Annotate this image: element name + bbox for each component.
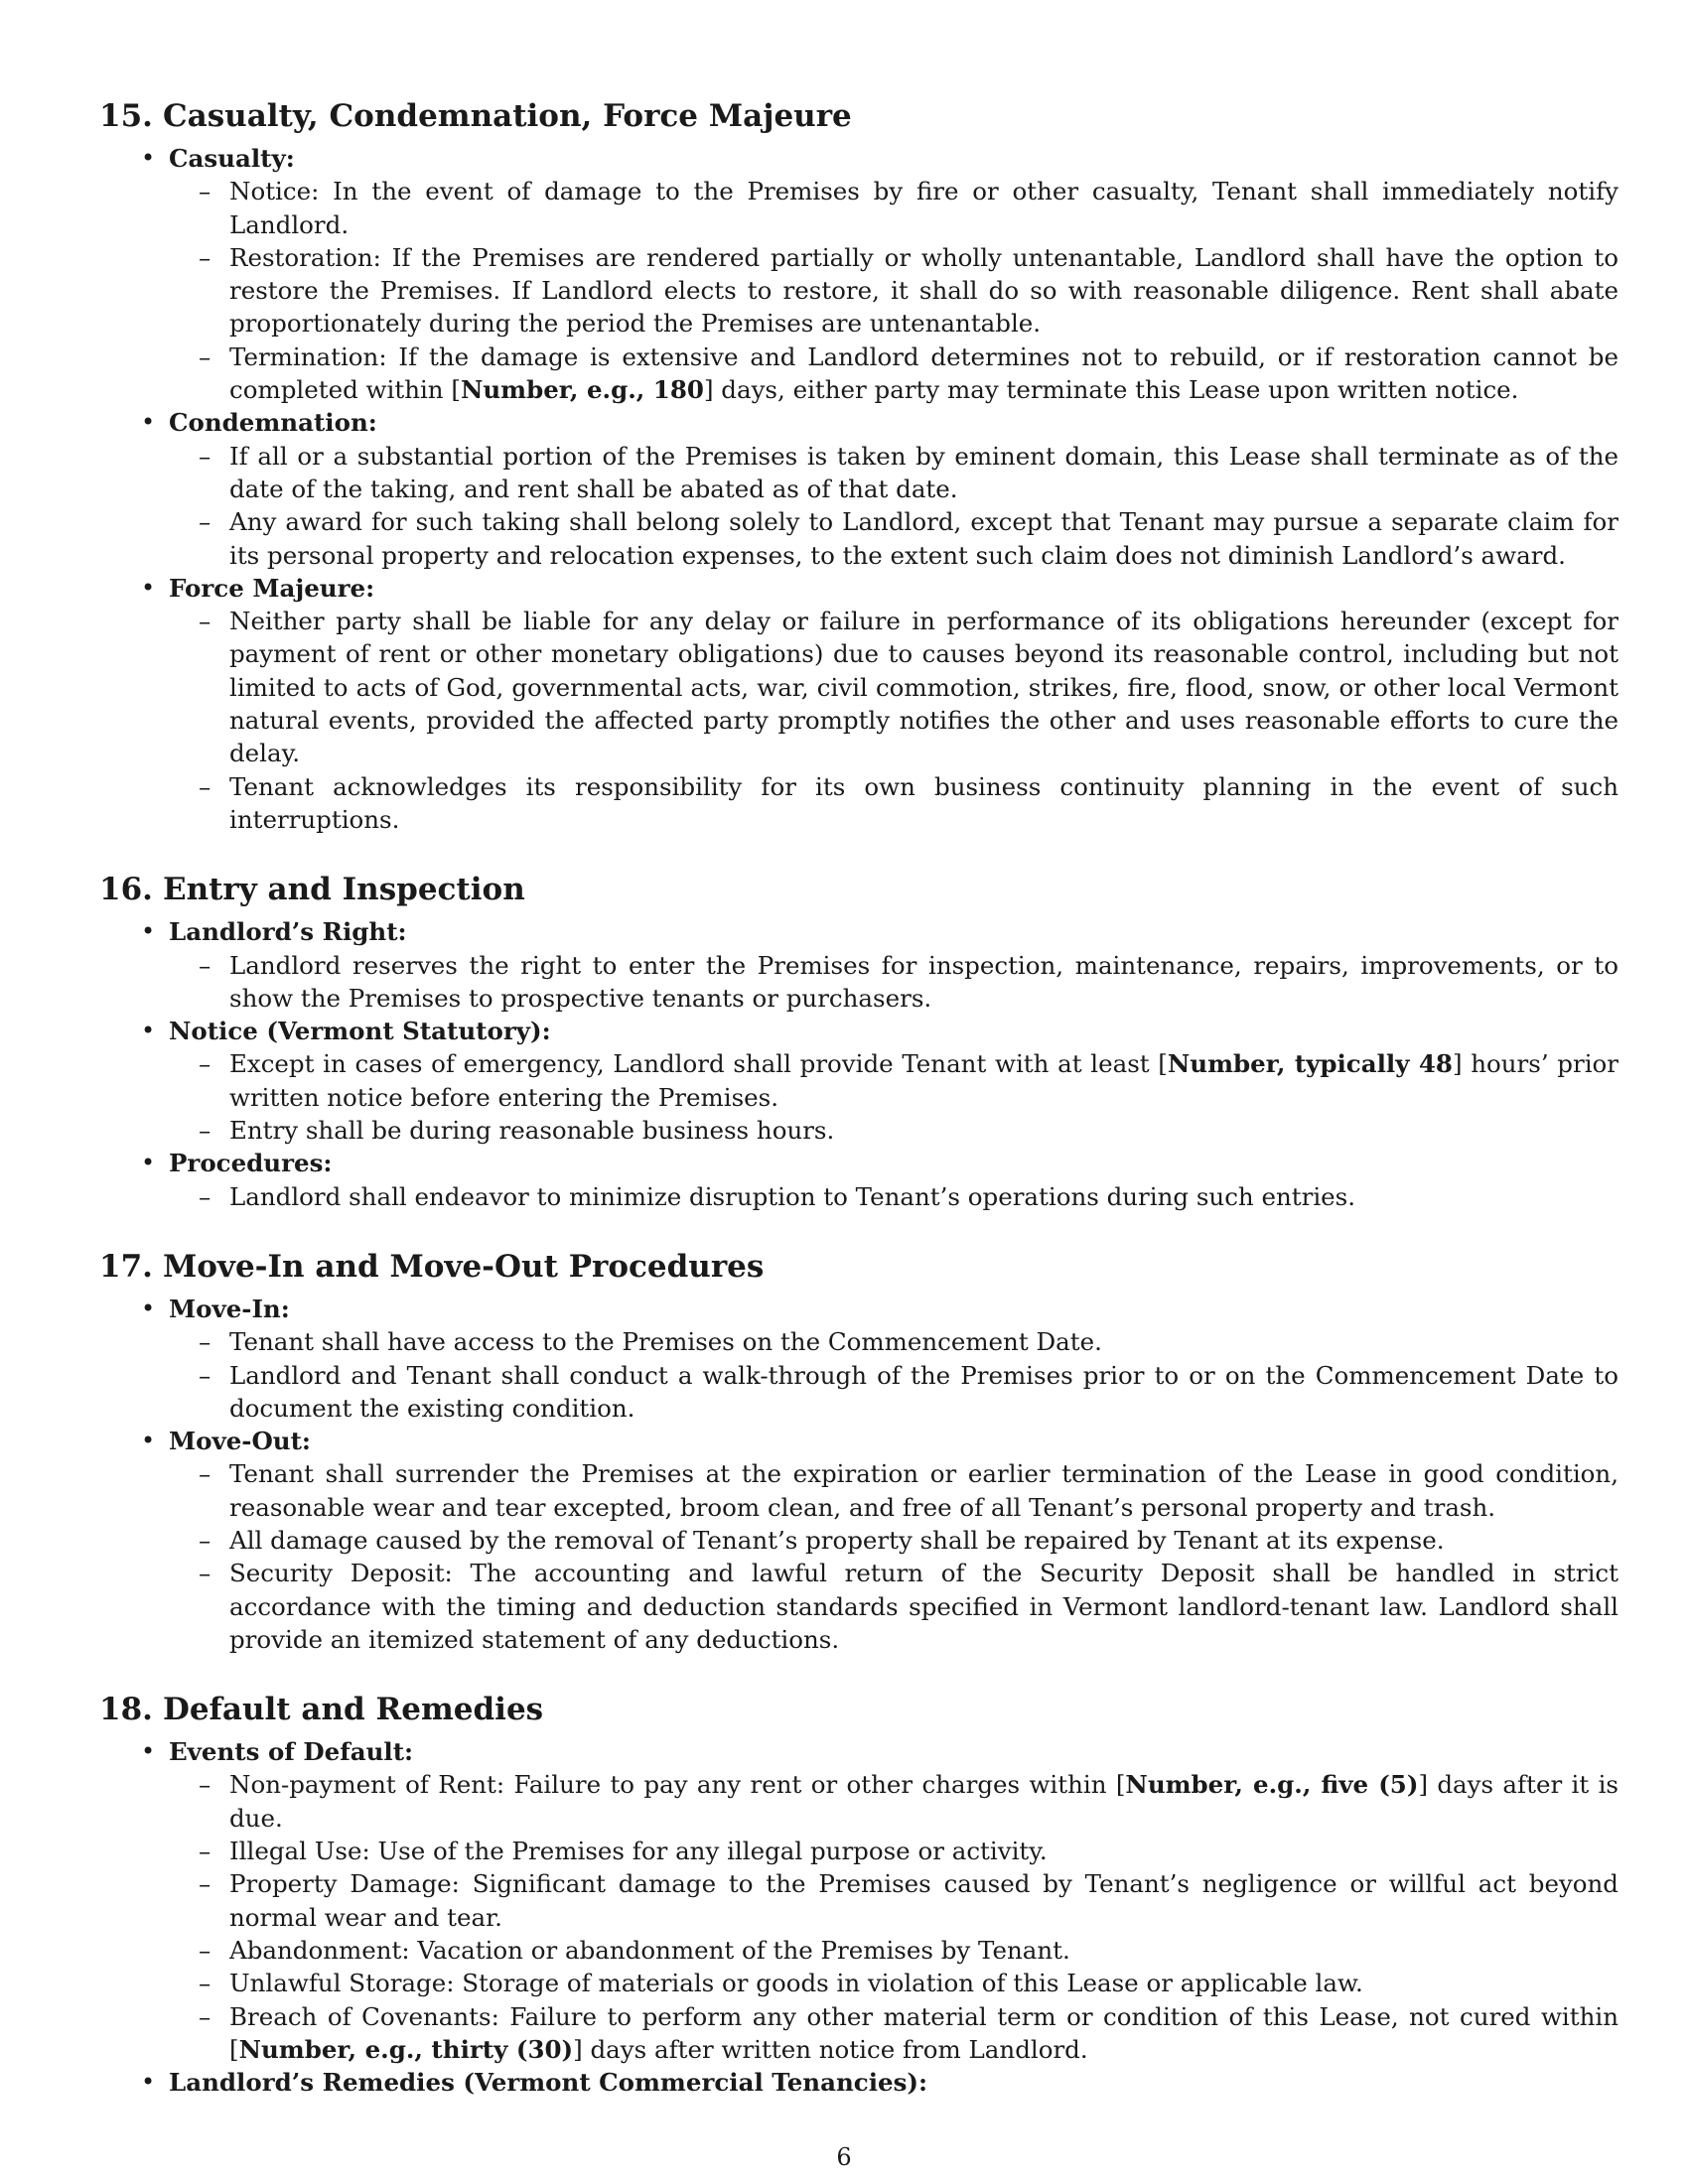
sub-item [99,1934,1618,1967]
section-heading [99,1690,1589,1729]
bullet-item [99,1425,1618,1656]
item-text: Tenant acknowledges its responsibility for its own business continuity planning in the event of such interruptions. [229,771,1618,834]
sub-item [99,770,1618,837]
bullet-marker: • [141,408,156,437]
item-text: Non-payment of Rent: Failure to pay any rent or other charges within [ [229,1770,1126,1800]
sub-item [99,440,1618,506]
item-text: Property Damage: Significant damage to the Premises caused by Tenant’s negligence or willful act beyond normal wear and tear. [229,1869,1618,1932]
bullet-title: Landlord’s Right: [169,917,407,947]
item-text: All damage caused by the removal of Tenant’s property shall be repaired by Tenant at its expense. [229,1525,1445,1555]
item-text: ] days, either party may terminate this Lease upon written notice. [703,375,1519,405]
dash-marker: – [199,1837,211,1866]
item-text: Except in cases of emergency, Landlord shall provide Tenant with at least [ [229,1049,1168,1079]
sub-item [99,1768,1618,1835]
section-title: Casualty, Condemnation, Force Majeure [162,98,852,134]
section-number: 18. [99,1692,153,1728]
dash-marker: – [199,1459,211,1489]
sub-item [99,1114,1618,1147]
sub-item [99,341,1618,407]
sub-item [99,1457,1618,1524]
sub-item [99,1967,1618,1999]
item-text: Breach of Covenants: Failure to perform any other material term or condition of this Lease, not cured within [ [229,2001,1618,2064]
item-text: Tenant shall surrender the Premises at the expiration or earlier termination of the Lease in good condition, reasonable wear and tear excepted, broom clean, and free of all Tenant’s personal property and trash. [229,1459,1618,1522]
sub-item [99,1835,1618,1867]
bullet-item [99,1015,1619,1147]
bullet-item [99,572,1618,836]
placeholder-text: Number, typically 48 [1167,1049,1453,1079]
sub-item [99,2000,1618,2067]
item-text: Any award for such taking shall belong solely to Landlord, except that Tenant may pursue a separate claim for its personal property and relocation expenses, to the extent such claim does not diminish Landlord’s award. [229,507,1618,570]
bullet-item [99,406,1618,571]
item-text: Illegal Use: Use of the Premises for any illegal purpose or activity. [229,1837,1048,1866]
item-text: ] days after written notice from Landlord. [573,2034,1088,2064]
sub-item [99,605,1618,769]
bullet-title: Move-In: [169,1294,290,1323]
dash-marker: – [199,441,211,471]
section-number: 17. [99,1248,153,1285]
item-text: Restoration: If the Premises are rendered partially or wholly untenantable, Landlord shall have the option to restore the Premises. If Landlord elects to restore, it shall do so with reasonable diligence. Rent shall abate proportionately during the period the Premises are untenantable. [229,242,1618,339]
sub-item [99,949,1618,1016]
bullet-marker: • [141,1149,156,1177]
bullet-item [99,2066,1589,2099]
item-text: Neither party shall be liable for any delay or failure in performance of its obligations hereunder (except for payment of rent or other monetary obligations) due to causes beyond its reasonable control, including but not limited to acts of God, governmental acts, war, civil commotion, strikes, fire, flood, snow, or other local Vermont natural events, provided the affected party promptly notifies the other and uses reasonable efforts to cure the delay. [229,607,1618,768]
sub-item [99,175,1618,241]
dash-marker: – [199,607,211,636]
placeholder-text: Number, e.g., five (5) [1125,1770,1419,1800]
bullet-marker: • [141,1017,156,1045]
sub-item [99,1557,1618,1656]
item-text: Security Deposit: The accounting and lawful return of the Security Deposit shall be handled in strict accordance with the timing and deduction standards specified in Vermont landlord-tenant law. Landlord shall provide an itemized statement of any deductions. [229,1559,1618,1654]
bullet-marker: • [141,2068,156,2097]
document-page [99,96,1619,2132]
bullet-marker: • [141,144,156,172]
section [99,1690,1618,2099]
sub-item [99,1524,1618,1557]
bullet-item [99,1735,1618,2066]
bullet-item [99,1293,1618,1425]
section-heading [99,96,1589,136]
item-text: Abandonment: Vacation or abandonment of the Premises by Tenant. [229,1935,1070,1965]
bullet-title: Notice (Vermont Statutory): [169,1017,551,1046]
section-heading [99,870,1589,909]
bullet-title: Condemnation: [169,408,377,438]
dash-marker: – [199,2001,211,2031]
dash-marker: – [199,771,211,801]
section [99,870,1619,1213]
bullet-title: Casualty: [169,144,295,173]
bullet-item [99,915,1618,1015]
section-number: 16. [99,872,153,908]
item-text: Landlord shall endeavor to minimize disruption to Tenant’s operations during such entries. [229,1181,1356,1211]
bullet-title: Force Majeure: [169,573,375,603]
section [99,1247,1618,1656]
section [99,96,1618,836]
bullet-marker: • [141,1737,156,1766]
sub-item [99,1359,1618,1426]
sub-item [99,1867,1618,1934]
dash-marker: – [199,1116,211,1146]
dash-marker: – [199,1327,211,1357]
bullet-title: Landlord’s Remedies (Vermont Commercial Tenancies): [169,2068,928,2098]
placeholder-text: Number, e.g., thirty (30) [238,2034,574,2064]
bullet-title: Move-Out: [169,1427,311,1456]
bullet-item [99,1147,1589,1213]
item-text: If all or a substantial portion of the Premises is taken by eminent domain, this Lease shall terminate as of the date of the taking, and rent shall be abated as of that date. [229,441,1618,503]
sub-item [99,1180,1618,1213]
dash-marker: – [199,1525,211,1555]
sub-item [99,505,1618,572]
sub-item [99,1325,1618,1358]
bullet-item [99,142,1618,406]
dash-marker: – [199,1969,211,1998]
item-text: Landlord and Tenant shall conduct a walk-through of the Premises prior to or on the Commencement Date to document the existing condition. [229,1360,1618,1423]
dash-marker: – [199,1360,211,1390]
item-text: Unlawful Storage: Storage of materials or goods in violation of this Lease or applicable law. [229,1969,1363,1998]
dash-marker: – [199,507,211,537]
bullet-title: Events of Default: [169,1737,414,1767]
bullet-marker: • [141,1427,156,1455]
item-text: ] days after it is due. [229,1770,1618,1833]
sub-item [99,1047,1618,1114]
section-title: Default and Remedies [162,1692,544,1728]
section-number: 15. [99,98,153,134]
dash-marker: – [199,177,211,206]
section-heading [99,1247,1589,1287]
item-text: Termination: If the damage is extensive and Landlord determines not to rebuild, or if restoration cannot be completed within [ [229,341,1618,405]
bullet-title: Procedures: [169,1149,333,1178]
dash-marker: – [199,1935,211,1965]
section-title: Entry and Inspection [162,872,525,908]
sub-item [99,241,1618,341]
dash-marker: – [199,1869,211,1899]
item-text: Landlord reserves the right to enter the Premises for inspection, maintenance, repairs, improvements, or to show the Premises to prospective tenants or purchasers. [229,950,1618,1013]
item-text: Notice: In the event of damage to the Premises by fire or other casualty, Tenant shall immediately notify Landlord. [229,177,1618,239]
dash-marker: – [199,1181,211,1211]
placeholder-text: Number, e.g., 180 [460,375,704,405]
item-text: Tenant shall have access to the Premises on the Commencement Date. [229,1327,1102,1357]
page-number: 6 [836,2143,852,2171]
dash-marker: – [199,242,211,272]
bullet-marker: • [141,573,156,602]
dash-marker: – [199,1559,211,1588]
section-title: Move-In and Move-Out Procedures [162,1248,765,1285]
item-text: Entry shall be during reasonable business hours. [229,1116,835,1146]
bullet-marker: • [141,917,156,946]
item-text: ] hours’ prior written notice before entering the Premises. [229,1049,1619,1112]
dash-marker: – [199,341,211,371]
dash-marker: – [199,950,211,980]
bullet-marker: • [141,1294,156,1322]
dash-marker: – [199,1770,211,1800]
dash-marker: – [199,1049,211,1079]
